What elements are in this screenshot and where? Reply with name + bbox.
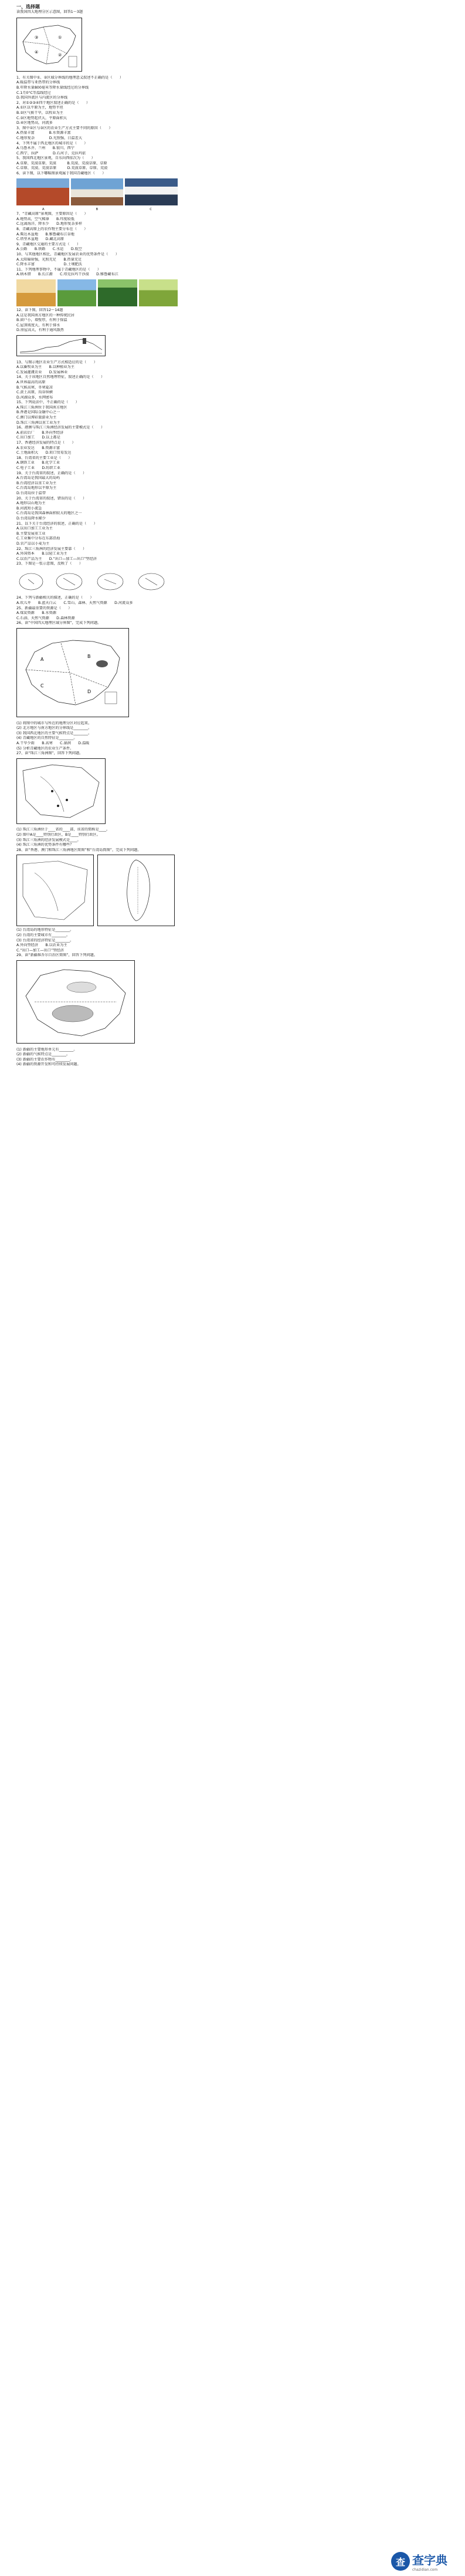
chazidian-logo	[391, 2550, 461, 2572]
svg-text:④: ④	[35, 50, 39, 55]
exam-sheet	[16, 0, 178, 1068]
china-regions-map-large	[16, 628, 129, 717]
terrain-profile	[16, 335, 106, 356]
question-21: 21、以下关于台湾经济的叙述，正确的是（ ） A.以出口加工工业为主 B.主要发展重工业 C.工业集中分布在东部沿海 D.农产品以小麦为主	[16, 521, 97, 546]
question-4: 4、下列不属于西北地区的城市的是（ ） A.乌鲁木齐、兰州 B.银川、西宁 C.西宁、拉萨 D.石河子、克拉玛依	[16, 141, 88, 156]
question-14: 14、关于该地区自然地理特征，叙述正确的是（ ） A.世界最高的高原 B.气候高寒，冬寒夏凉 C.黄土高原，沟谷纵横 D.河湖众多，水网密布	[16, 375, 105, 400]
photo-red-rock	[16, 178, 69, 205]
photo-snow-mountain	[125, 178, 178, 205]
question-27: 27、读“珠江三角洲图”，回答下列问题。	[16, 751, 83, 756]
svg-text:C: C	[40, 683, 44, 689]
question-29-parts: (1) 新疆的主要地形单元有________。 (2) 新疆的气候特点是________。 (3) 新疆的主要农作物有________。 (4) 新疆的资源开发和可持续发展问题。	[16, 1047, 81, 1067]
question-8: 8、青藏高原上的农作物主要分布在（ ） A.柴达木盆地 B.雅鲁藏布江谷地 C.塔里木盆地 D.藏北高原	[16, 227, 88, 242]
question-13: 13、与图示地区农业生产方式相适应的是（ ） A.以畜牧业为主 B.以种植业为主 C.发展灌溉农业 D.发展林业	[16, 360, 97, 374]
svg-text:B: B	[87, 654, 91, 660]
question-17: 17、香港经济发展的特点是（ ） A.农业发达 B.资源丰富 C.土地面积大 D.转口贸易发达	[16, 441, 76, 455]
question-16: 16、港澳与珠江三角洲经济发展的主要模式是（ ） A.前店后厂 B.外向型经济 C.出口加工 D.以上都是	[16, 426, 105, 440]
svg-text:②: ②	[58, 53, 62, 58]
question-27-parts: (1) 珠江三角洲位于____省的____部，该省的简称是____。 (2) 图中A是____特别行政区，B是____特别行政区。 (3) 珠江三角洲的经济发展模式是____。 (4) 珠江三角洲的优势条件有哪些？	[16, 828, 110, 848]
china-regions-map	[16, 18, 82, 72]
question-28-parts: (1) 台湾岛的地形特征是________。 (2) 台湾的主要城市有________。 (3) 台湾省的经济特征是________。 A.外向型经济 B.以农业为主 C.“出口—加工—出口”型经济	[16, 928, 74, 953]
photo-desert	[16, 279, 56, 306]
question-5: 5、我国西北地区景观，自东向西依次为（ ） A.草原、荒漠草原、荒漠 B.荒漠、荒漠草原、草原 C.草原、荒漠、荒漠草原 D.荒漠草原、草原、荒漠	[16, 156, 108, 171]
question-29: 29、读“新疆维吾尔自治区简图”，回答下列问题。	[16, 953, 98, 958]
photo-forest	[98, 279, 137, 306]
question-10: 10、与其他地区相比，青藏地区发展农业的优势条件是（ ） A.太阳辐射强，光照充足 B.热量充足 C.降水丰富 D.土壤肥沃	[16, 252, 119, 267]
pearl-river-delta-map	[16, 758, 106, 824]
landscape-photos	[16, 178, 178, 205]
svg-text:A: A	[40, 657, 44, 663]
photos-caption: 6、读下图，以下哪幅图景观属于我国青藏地区（ ）	[16, 171, 106, 176]
landscape-photos-2	[16, 279, 178, 306]
question-19: 19、关于台湾省的叙述，正确的是（ ） A.台湾岛是我国最大的岛屿 B.台湾经济以重工业为主 C.台湾岛地形以平原为主 D.台湾岛位于温带	[16, 471, 87, 495]
logo-url: chazidian.com	[412, 2568, 438, 2572]
question-26: 26、读“中国四大地理区域分界图”，完成下列问题。	[16, 621, 101, 626]
question-11: 11、下列地理事物中，不属于青藏地区的是（ ） A.纳木错 B.长江源 C.塔克拉玛干沙漠 D.雅鲁藏布江	[16, 267, 118, 277]
photo-field	[139, 279, 178, 306]
photo-labels: A B C	[42, 207, 152, 211]
illustration-row	[16, 569, 169, 592]
taiwan-map	[97, 855, 175, 926]
question-24: 24、下列与新疆相关的描述，正确的是（ ） A.坎儿井 B.蓝天白云 C.雪山、森林、天然气资源 D.河流众多	[16, 596, 133, 606]
photo-grassland	[57, 279, 97, 306]
question-2: 2、对①②③④四个地区叙述正确的是（ ） A.①区以平原为主，地势平坦 B.②区气候干旱，以牧业为主 C.③区地势起伏大，平原面积大 D.④区地势高，河流多	[16, 100, 90, 126]
question-26-answers: (1) 将图中的城市与所在的地理分区对应起来。 (2) 北方地区与南方地区的分界线是________。 (3) 我国西北地区的主要气候特点是________。 (4) 青藏地区的自然特征是________。 A.干旱少雨 B.高寒 C.湿润 D.温暖 (5) 分析青藏地区的农业生产条件。	[16, 721, 92, 751]
svg-text:①: ①	[58, 35, 62, 40]
question-20: 20、关于台湾省的叙述，错误的是（ ） A.地形以山地为主 B.河流短小流急 C.台湾岛是我国森林面积较大的地区之一 D.台湾岛降水稀少	[16, 496, 87, 521]
question-22: 22、珠江三角洲的经济发展主要靠（ ） A.外国资本 B.以轻工业为主 C.以农产品为主 D.“出口—加工—出口”型经济	[16, 546, 97, 561]
svg-text:D: D	[87, 689, 91, 695]
question-1: 1、有关图中①、②区域分界线的地理意义叙述不正确的是（ ） A.暖温带与亚热带的分界线 B.年降水量800毫米等降水量线经过的分界线 C.1月0°C等温线经过 D.我国外流区与内流区的分界线	[16, 75, 124, 100]
question-25: 25、新疆最重要的资源是（ ） A.煤炭资源 B.水资源 C.石油、天然气资源 D.森林资源	[16, 606, 75, 620]
question-28: 28、读“香港、澳门和珠江三角洲地区简图”和“台湾岛简图”，完成下列问题。	[16, 848, 141, 852]
question-7: 7、“青藏高原”景观图，主要原因是（ ） A.地势高，空气稀薄 B.纬度较低 C.远离海洋，降水少 D.地形复杂多样	[16, 212, 88, 227]
svg-text:③: ③	[35, 35, 39, 40]
question-9: 9、青藏地区交通的主要方式是（ ） A.公路 B.铁路 C.水运 D.航空	[16, 242, 82, 252]
question-15: 15、下列说法中，不正确的是（ ） A.珠江三角洲位于我国南方地区 B.香港是国际金融中心之一 C.澳门以博彩旅游业为主 D.珠江三角洲以重工业为主	[16, 400, 79, 425]
question-3: 3、图中①区与③区的农业生产方式主要不同的原因（ ） A.热量丰富 B.水资源丰富 C.地形复杂 D.光照强，日温差大	[16, 126, 113, 140]
section-title: 一、选择题	[16, 4, 40, 9]
logo-icon: 查	[391, 2552, 410, 2571]
q28-maps	[16, 853, 178, 928]
question-12: 12、读下图，回答12～14题 A.这是我国南方地区的一种传统民居 B.窗户小，墙壁厚，有利于保温 C.屋顶坡度大，有利于排水 D.房屋高大，有利于通风散热	[16, 308, 74, 333]
xinjiang-map	[16, 960, 135, 1044]
hk-macau-map	[16, 855, 94, 926]
logo-text: 查字典	[412, 2553, 447, 2567]
question-18: 18、台湾省的主要工业是（ ） A.钢铁工业 B.化学工业 C.电子工业 D.纺织工业	[16, 455, 72, 470]
photo-tibetan-palace	[71, 178, 124, 205]
question-23: 23、下图是一张示意图，反映了（ ）	[16, 562, 83, 566]
intro: 读我国四大地理分区示意图，回答1～3题	[16, 9, 83, 14]
